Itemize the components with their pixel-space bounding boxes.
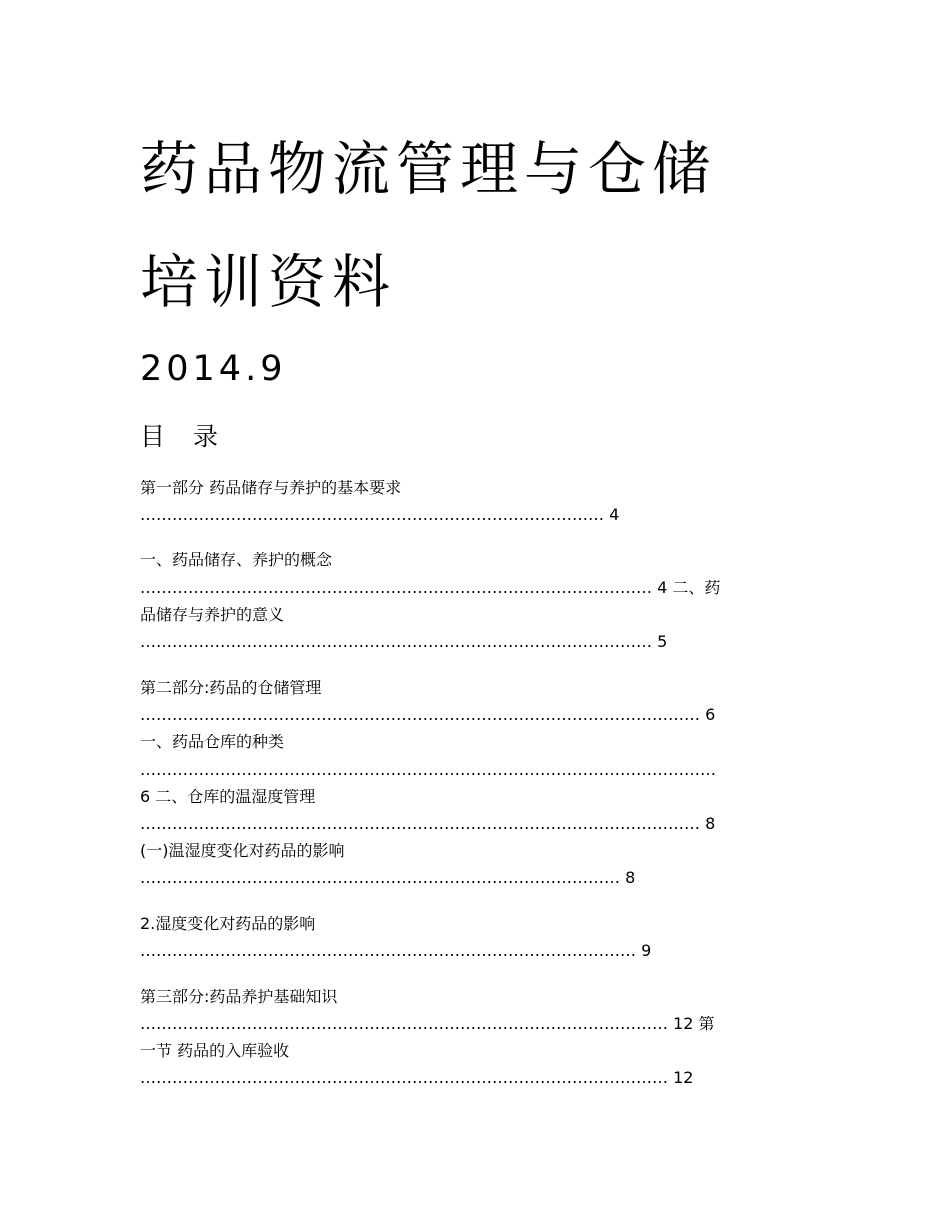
toc-entry-text: 6 二、仓库的温湿度管理 (140, 789, 316, 805)
toc-leader-line: …………………………………………………………………………………………… 8 (140, 816, 716, 832)
toc-leader-line: ……………………………………………………………………………………………… (140, 762, 716, 778)
toc-entry-text: 一节 药品的入库验收 (140, 1043, 290, 1059)
document-title-line-2: 培训资料 (140, 248, 397, 316)
toc-leader-line: ……………………………………………………………………………… 8 (140, 870, 636, 886)
toc-leader-line: ……………………………………………………………………………………… 12 (140, 1070, 694, 1086)
document-title-line-1: 药品物流管理与仓储 (140, 135, 717, 203)
toc-leader-line: …………………………………………………………………………………… 5 (140, 634, 668, 650)
toc-entry-text: 2.湿度变化对药品的影响 (140, 916, 316, 932)
toc-entry-text: 第三部分:药品养护基础知识 (140, 989, 338, 1005)
toc-leader-line: …………………………………………………………………………………………… 6 (140, 707, 716, 723)
toc-heading: 目 录 (140, 422, 228, 451)
document-date: 2014.9 (140, 349, 287, 389)
toc-leader-line: …………………………………………………………………………………… 4 二、药 (140, 580, 721, 596)
toc-entry-text: 品储存与养护的意义 (140, 607, 285, 623)
toc-entry-text: 一、药品储存、养护的概念 (140, 552, 333, 568)
toc-entry-text: 第一部分 药品储存与养护的基本要求 (140, 480, 402, 496)
toc-leader-line: ………………………………………………………………………………… 9 (140, 943, 652, 959)
toc-entry-text: 第二部分:药品的仓储管理 (140, 680, 322, 696)
toc-entry-text: 一、药品仓库的种类 (140, 734, 285, 750)
toc-entry-text: (一)温湿度变化对药品的影响 (140, 843, 345, 859)
toc-leader-line: ……………………………………………………………………………………… 12 第 (140, 1016, 715, 1032)
toc-leader-line: …………………………………………………………………………… 4 (140, 507, 620, 523)
